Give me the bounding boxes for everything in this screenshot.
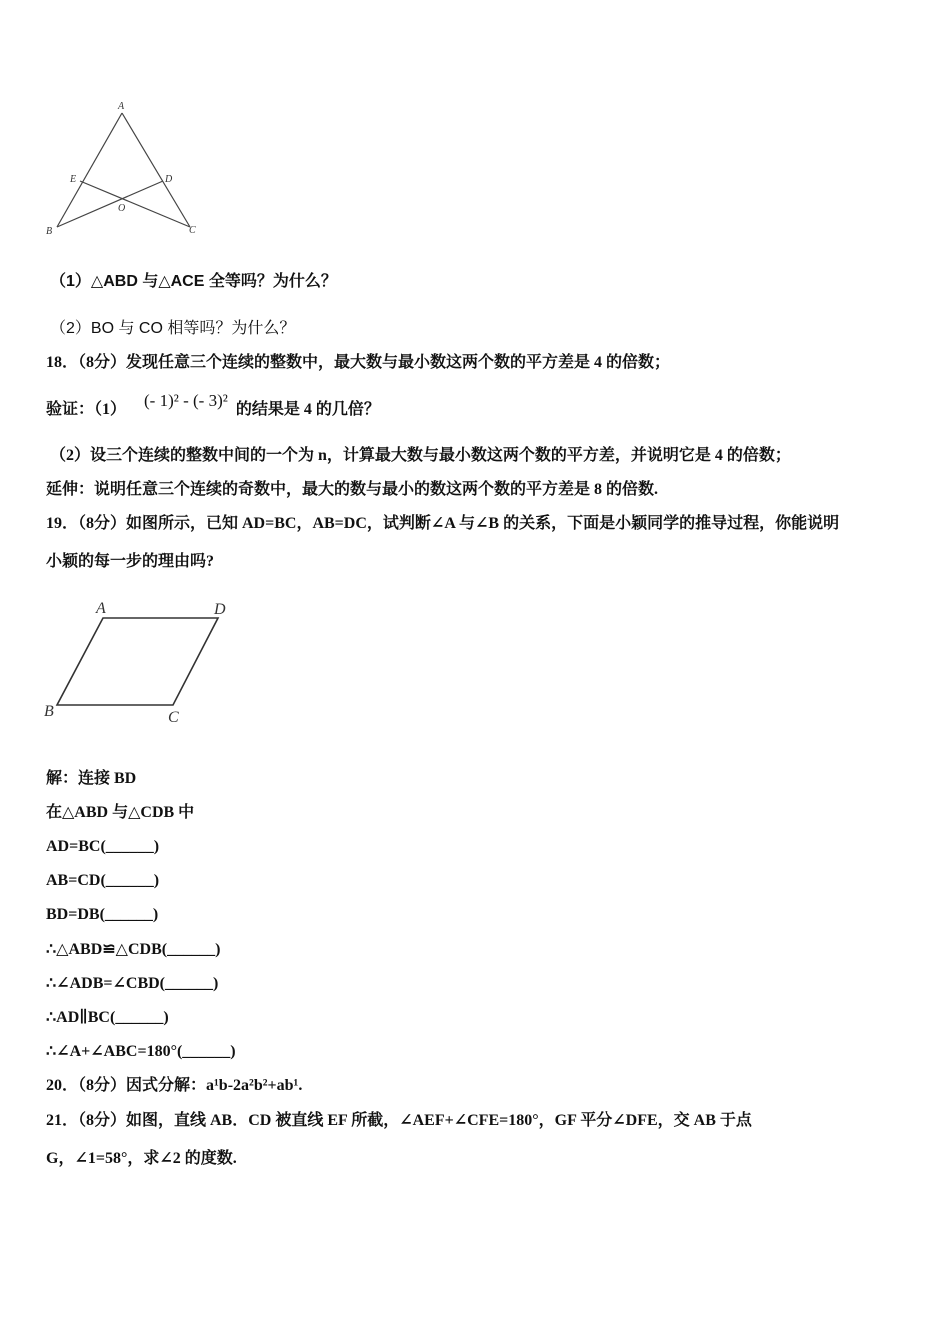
q18-statement: 18．（8分）发现任意三个连续的整数中，最大数与最小数这两个数的平方差是 4 的倍数； <box>46 354 671 371</box>
solution-line: ∴∠A+∠ABC=180°(______) <box>46 1043 236 1060</box>
q18-extension: 延伸：说明任意三个连续的奇数中，最大的数与最小的数这两个数的平方差是 8 的倍数. <box>46 481 659 498</box>
label-C: C <box>189 225 196 236</box>
verify-suffix: 的结果是 4 的几倍？ <box>235 401 380 418</box>
label-D: D <box>165 174 173 185</box>
q18-verify <box>46 391 380 420</box>
q21-statement: 21．（8分）如图，直线 AB．CD 被直线 EF 所截，∠AEF+∠CFE=180°，GF 平分∠DFE，交 AB 于点 <box>46 1112 752 1129</box>
label-O: O <box>118 203 126 214</box>
q17-part1: （1）△ABD 与△ACE 全等吗？为什么？ <box>50 273 337 290</box>
solution-line: BD=DB(______) <box>46 906 159 923</box>
verify-prefix: 验证：（1） <box>46 401 127 418</box>
label-D: D <box>214 601 226 618</box>
label-B: B <box>46 226 53 237</box>
label-B: B <box>44 703 54 720</box>
solution-line: ∴∠ADB=∠CBD(______) <box>46 975 219 992</box>
q21-statement-cont: G，∠1=58°，求∠2 的度数. <box>46 1150 237 1167</box>
q18-part2: （2）设三个连续的整数中间的一个为 n，计算最大数与最小数这两个数的平方差，并说明它是 4 的倍数； <box>50 447 791 464</box>
q17-part2: （2）BO 与 CO 相等吗？为什么？ <box>50 320 296 337</box>
parallelogram-figure <box>44 600 226 726</box>
q19-statement: 19．（8分）如图所示，已知 AD=BC，AB=DC，试判断∠A 与∠B 的关系，下面是小颖同学的推导过程，你能说明 <box>46 515 840 532</box>
math-expression: (- 1)² - (- 3)² <box>144 391 228 410</box>
solution-line: ∴△ABD≌△CDB(______) <box>46 941 221 958</box>
solution-line: 在△ABD 与△CDB 中 <box>46 804 195 821</box>
q19-statement-cont: 小颖的每一步的理由吗? <box>46 553 215 570</box>
solution-line: 解：连接 BD <box>46 770 137 787</box>
q20-statement: 20．（8分）因式分解：a¹b-2a²b²+ab¹. <box>46 1077 303 1094</box>
label-A: A <box>118 101 125 112</box>
label-C: C <box>168 709 179 726</box>
solution-line: AB=CD(______) <box>46 872 160 889</box>
label-E: E <box>70 174 77 185</box>
solution-line: AD=BC(______) <box>46 838 160 855</box>
label-A: A <box>96 600 106 617</box>
solution-line: ∴AD∥BC(______) <box>46 1009 169 1026</box>
